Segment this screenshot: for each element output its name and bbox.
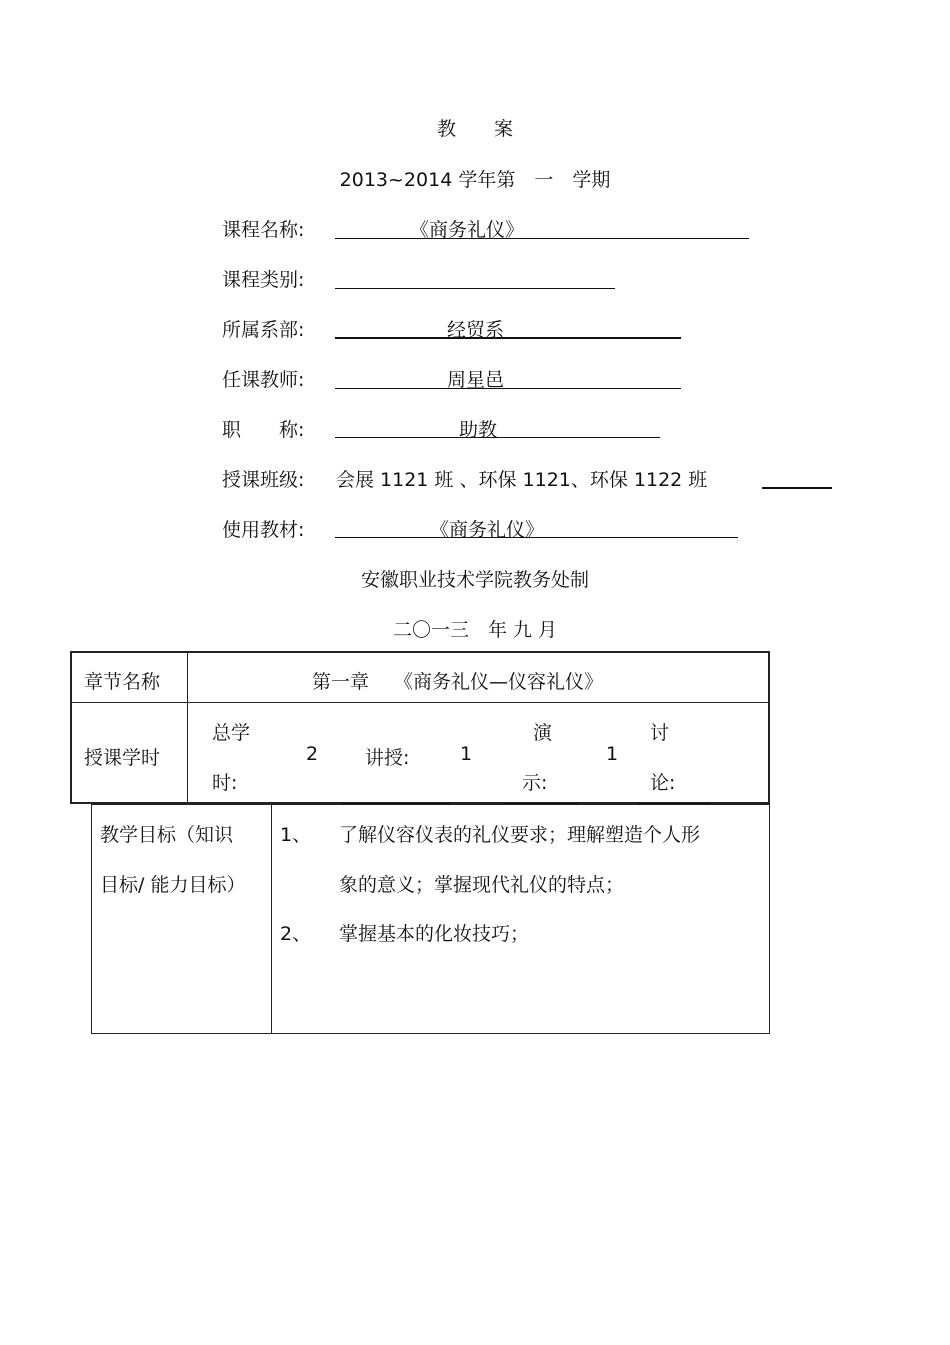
course-type-label: 课程类别:: [222, 269, 305, 291]
course-name-underline: [335, 238, 749, 239]
goal-item-1-line1: 了解仪容仪表的礼仪要求；理解塑造个人形: [339, 824, 701, 846]
lesson-table-col-divider: [187, 651, 188, 804]
semester-line: 2013~2014 学年第 一 学期: [339, 169, 611, 191]
textbook-value: 《商务礼仪》: [430, 519, 545, 541]
lecture-label: 讲授:: [365, 747, 410, 769]
textbook-label: 使用教材:: [222, 519, 305, 541]
goal-item-1-line2: 象的意义；掌握现代礼仪的特点；: [339, 874, 625, 896]
goal-item-2-line1: 掌握基本的化妆技巧；: [339, 923, 530, 945]
job-title-label: 职 称:: [222, 419, 305, 441]
total-hours-label-1: 总学: [212, 722, 251, 744]
demo-label-2: 示:: [522, 772, 548, 794]
classes-label: 授课班级:: [222, 469, 305, 491]
lecture-value: 1: [460, 743, 473, 765]
course-type-underline: [335, 288, 615, 289]
hours-label: 授课学时: [84, 747, 161, 769]
course-name-label: 课程名称:: [222, 219, 305, 241]
classes-underline: [762, 487, 832, 489]
issuer-line: 安徽职业技术学院教务处制: [360, 569, 589, 591]
course-name-value: 《商务礼仪》: [410, 219, 525, 241]
total-hours-label-2: 时:: [212, 772, 238, 794]
date-line: 二〇一三 年 九 月: [392, 619, 558, 641]
job-title-underline: [335, 437, 660, 438]
total-hours-value: 2: [306, 743, 319, 765]
goal-item-1-number: 1、: [280, 824, 312, 846]
demo-label-1: 演: [533, 722, 553, 744]
document-title: 教 案: [436, 118, 513, 140]
goals-label-line1: 教学目标（知识: [100, 824, 234, 846]
lesson-table-row-divider: [70, 702, 770, 703]
job-title-value: 助教: [459, 419, 498, 441]
teacher-underline: [335, 388, 681, 389]
goals-table-col-divider: [271, 804, 272, 1034]
teacher-value: 周星邑: [447, 369, 505, 391]
discuss-label-2: 论:: [650, 772, 676, 794]
teacher-label: 任课教师:: [222, 369, 305, 391]
department-value: 经贸系: [447, 319, 505, 341]
goal-item-2-number: 2、: [280, 923, 312, 945]
classes-value: 会展 1121 班 、环保 1121、环保 1122 班: [336, 469, 708, 491]
department-underline: [335, 337, 681, 339]
department-label: 所属系部:: [222, 319, 305, 341]
discuss-label-1: 讨: [650, 722, 670, 744]
goals-label-line2: 目标/ 能力目标）: [100, 874, 246, 896]
demo-value: 1: [606, 743, 619, 765]
chapter-label: 章节名称: [84, 671, 161, 693]
chapter-value: 第一章 《商务礼仪—仪容礼仪》: [312, 671, 604, 693]
